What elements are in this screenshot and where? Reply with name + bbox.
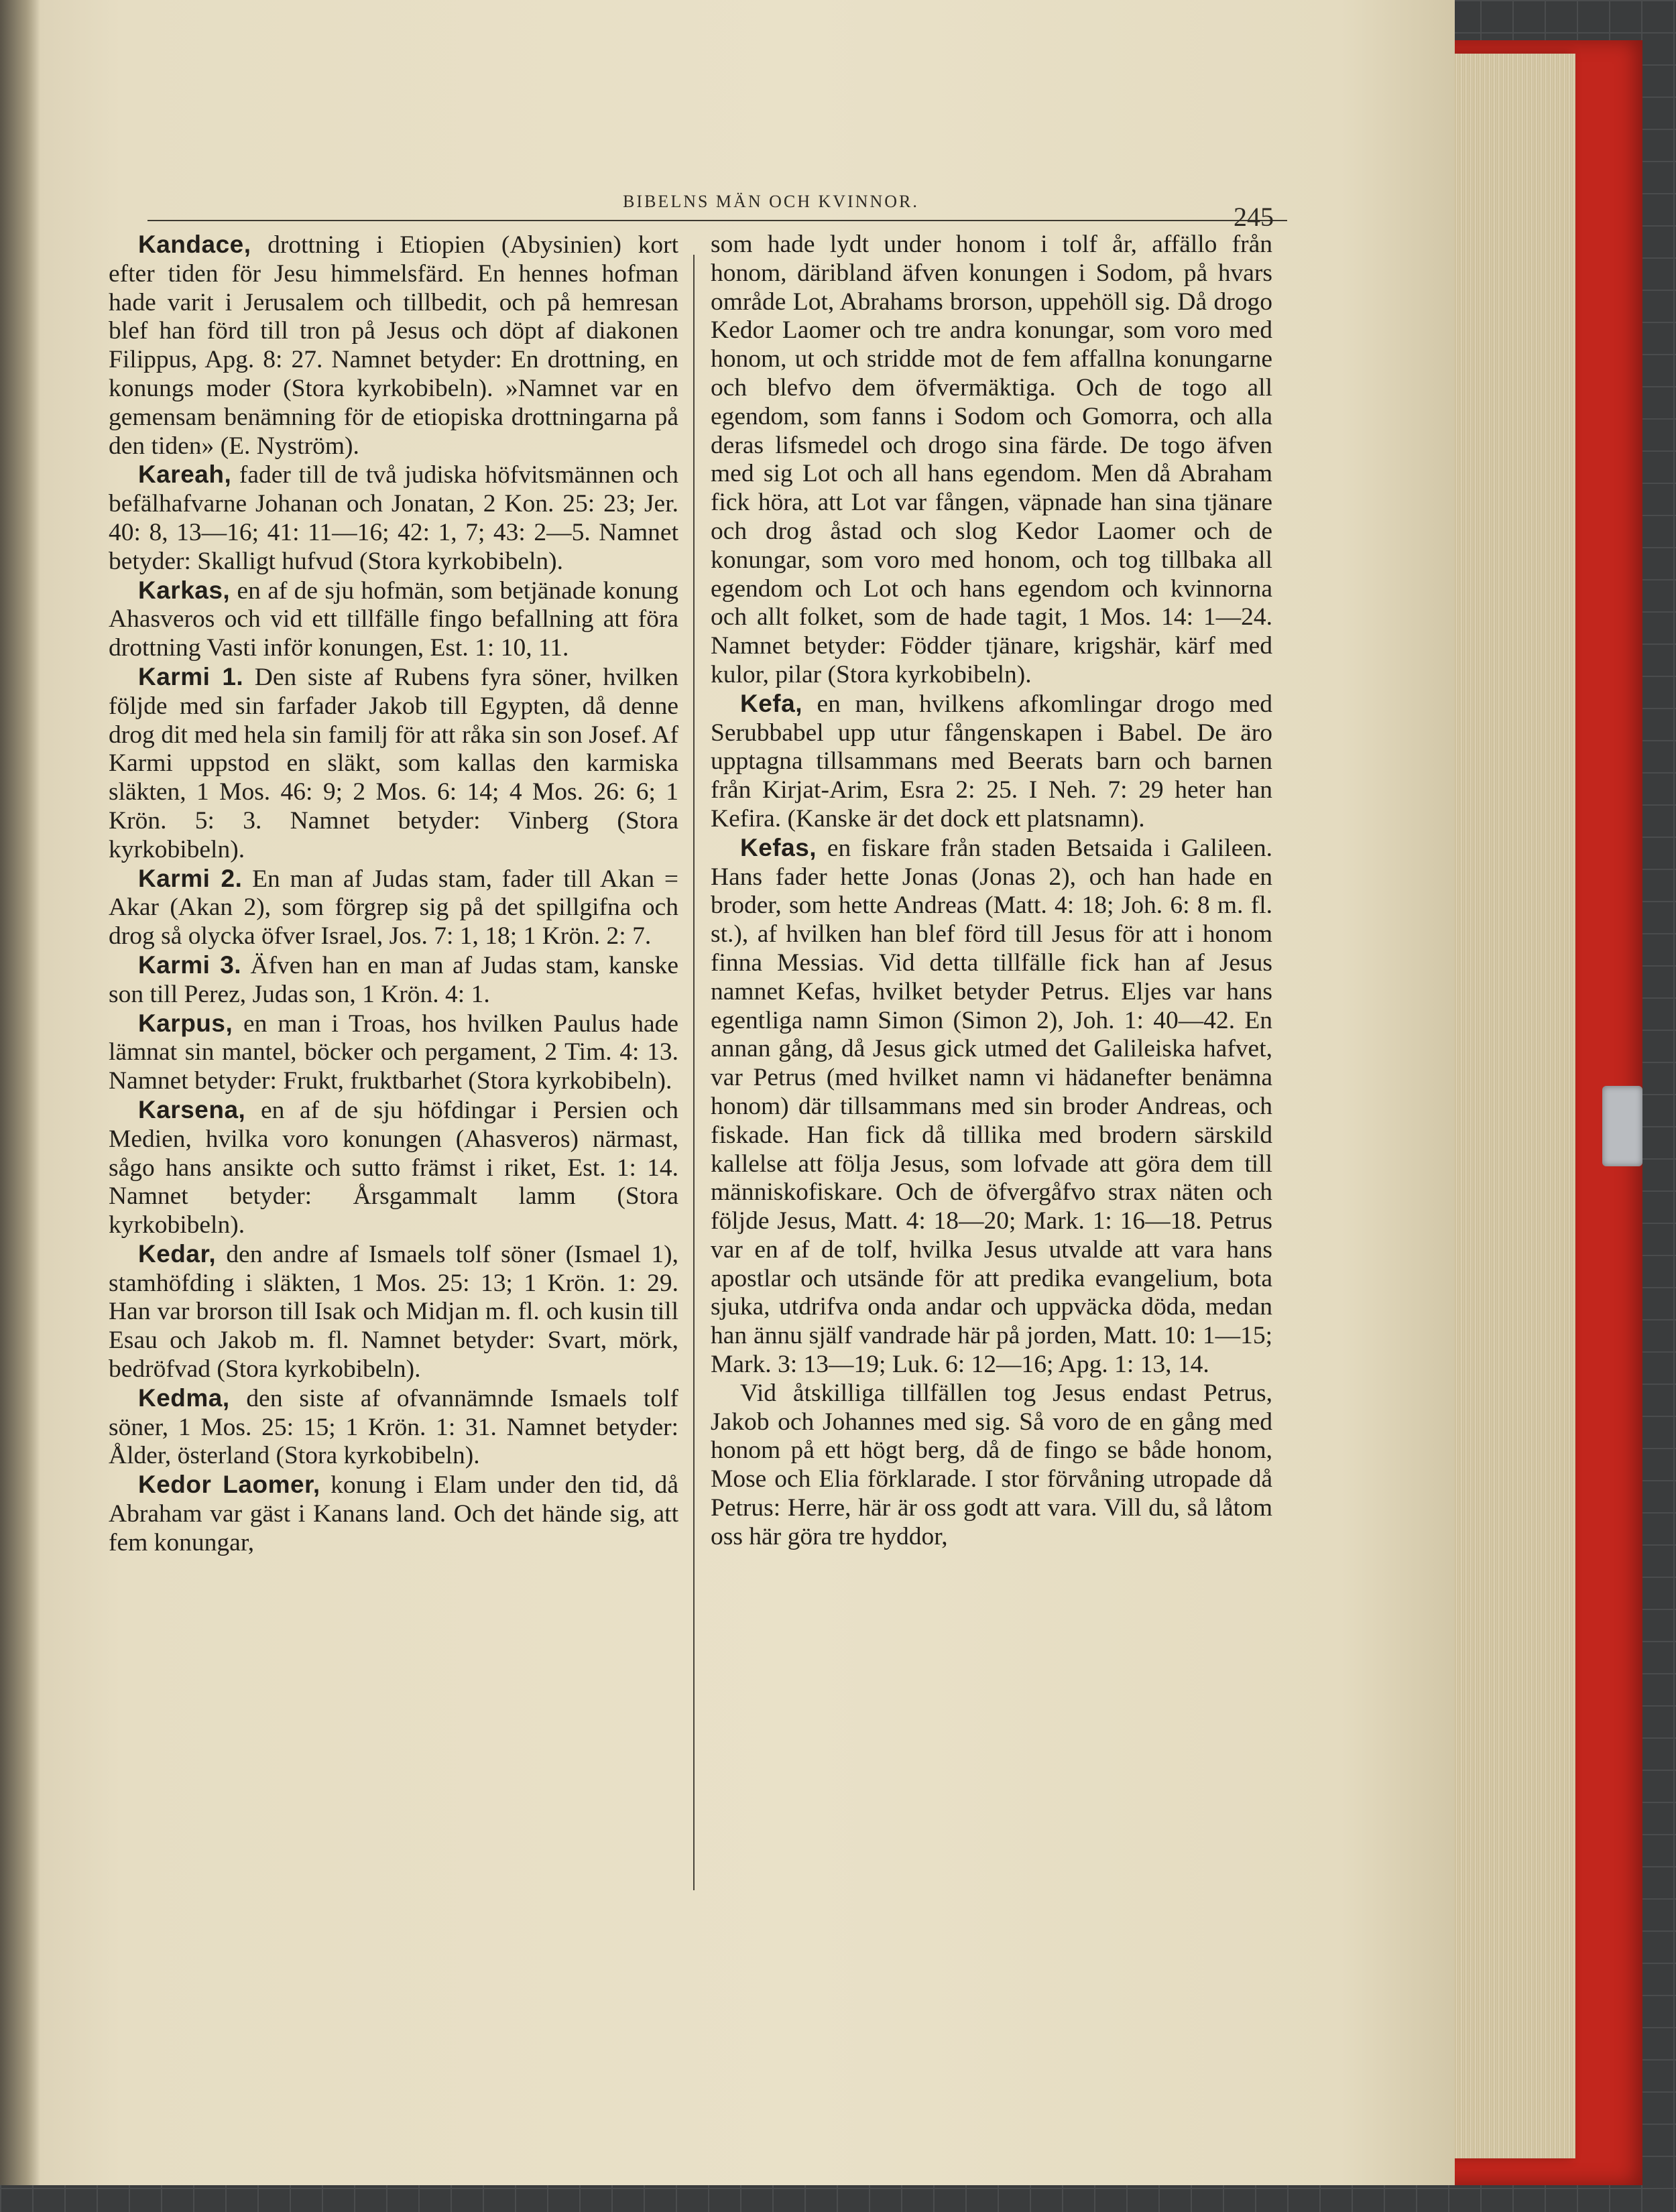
entry-term: Karkas, (138, 576, 231, 604)
entry-text: En man af Judas stam, fader till Akan = Akar (Akan 2), som förgrep sig på det spillgifna och drog så olycka öfver Israel, Jos. 7: 1, 18; 1 Krön. 2: 7. (109, 865, 678, 950)
entry-term: Kefas, (740, 833, 817, 861)
dictionary-entry (109, 865, 678, 951)
entry-term: Kedar, (138, 1239, 217, 1268)
entry-text: den andre af Ismaels tolf söner (Ismael 1), stamhöfding i släkten, 1 Mos. 25: 13; 1 Krön. 1: 29. Han var brorson till Isak och Midjan m. fl. och kusin till Esau och Jakob m. fl. Namnet betyder: Svart, mörk, bedröfvad (Stora kyrkobibeln). (109, 1240, 678, 1384)
page-header (147, 189, 1287, 232)
dictionary-entry (109, 1096, 678, 1240)
dictionary-entry (711, 834, 1272, 1379)
entry-text: som hade lydt under honom i tolf år, affällo från honom, däribland äfven konungen i Sodom, på hvars område Lot, Abrahams brorson, uppehöll sig. Då drogo Kedor Laomer och tre andra konungar, som voro med honom, ut och stridde mot de fem affallna konungarne och blefvo dem öfvermäktiga. Och de togo all egendom, som fanns i Sodom och Gomorra, och alla deras lifsmedel och drogo sina färde. De togo äfven med sig Lot och all hans egendom. Men då Abraham fick höra, att Lot var fången, väpnade han sina tjänare och drog åstad och slog Kedor Laomer och de konungar, som voro med honom, och tog tillbaka all egendom och Lot och hans egendom och kvinnorna och allt folket, som de hade tagit, 1 Mos. 14: 1—24. Namnet betyder: Födder tjänare, krigshär, kärf med kulor, pilar (Stora kyrkobibeln). (711, 231, 1272, 688)
entry-text: en fiskare från staden Betsaida i Galileen. Hans fader hette Jonas (Jonas 2), och han hade en broder, som hette Andreas (Matt. 4: 18; Joh. 6: 8 m. fl. st.), af hvilken han blef förd till Jesus för att i honom finna Messias. Vid detta tillfälle fick han af Jesus namnet Kefas, hvilket betyder Petrus. Eljes var hans egentliga namn Simon (Simon 2), Joh. 1: 40—42. En annan gång, då Jesus gick utmed det Galileiska hafvet, var Petrus (med hvilket namn vi hädanefter benämna honom) där tillsammans med sin broder Andreas, och fiskade. Han fick då tillika med brodern särskild kallelse att följa Jesus, som lofvade att göra dem till människofiskare. Och de öfvergåfvo strax näten och följde Jesus, Matt. 4: 18—20; Mark. 1: 16—18. Petrus var en af de tolf, hvilka Jesus utvalde att vara hans apostlar och utsände för att predika evangelium, bota sjuka, utdrifva onda andar och uppväcka döda, medan han ännu själf vandrade här på jorden, Matt. 10: 1—15; Mark. 3: 13—19; Luk. 6: 12—16; Apg. 1: 13, 14. (711, 834, 1272, 1379)
entry-term: Kandace, (138, 231, 251, 258)
entry-term: Kareah, (138, 460, 232, 489)
dictionary-entry (711, 1379, 1272, 1552)
entry-text: Vid åtskilliga tillfällen tog Jesus endast Petrus, Jakob och Johannes med sig. Så voro de en gång med honom på ett högt berg, då de fingo se både honom, Mose och Elia förklarade. I stor förvåning utropade då Petrus: Herre, här är oss godt att vara. Vill du, så låtom oss här göra tre hyddor, (711, 1379, 1272, 1550)
page-number: 245 (1234, 202, 1274, 232)
dictionary-entry (109, 951, 678, 1009)
entry-text: Den siste af Rubens fyra söner, hvilken följde med sin farfader Jakob till Egypten, då denne drog dit med hela sin familj för att råka sin son Josef. Af Karmi uppstod en släkt, som kallas den karmiska släkten, 1 Mos. 46: 9; 2 Mos. 6: 14; 4 Mos. 26: 6; 1 Krön. 5: 3. Namnet betyder: Vinberg (Stora kyrkobibeln). (109, 663, 678, 863)
dictionary-entry (109, 460, 678, 576)
entry-text: Äfven han en man af Judas stam, kanske son till Perez, Judas son, 1 Krön. 4: 1. (109, 951, 678, 1008)
entry-term: Kedor Laomer, (138, 1471, 320, 1499)
left-column (109, 231, 678, 2094)
column-rule (693, 255, 695, 1890)
entry-text: en man i Troas, hos hvilken Paulus hade lämnat sin mantel, böcker och pergament, 2 Tim. 4: 13. Namnet betyder: Frukt, fruktbarhet (Stora kyrkobibeln). (109, 1009, 678, 1095)
entry-text: en man, hvilkens afkomlingar drogo med Serubbabel upp utur fångenskapen i Babel. De äro upptagna tillsammans med Beerats barn och barnen från Kirjat-Arim, Esra 2: 25. I Neh. 7: 29 heter han Kefira. (Kanske är det dock ett platsnamn). (711, 690, 1272, 833)
entry-term: Kedma, (138, 1384, 230, 1412)
running-head: BIBELNS MÄN OCH KVINNOR. (623, 192, 919, 211)
entry-text: drottning i Etiopien (Abysinien) kort efter tiden för Jesu himmelsfärd. En hennes hofman hade varit i Jerusalem och tillbedit, och på hemresan blef han förd till tron på Jesus och döpt af diakonen Filippus, Apg. 8: 27. Namnet betyder: En drottning, en konungs moder (Stora kyrkobibeln). »Namnet var en gemensam benämning för de etiopiska drottningarna på den tiden» (E. Nyström). (109, 231, 678, 460)
dictionary-entry (711, 690, 1272, 834)
dictionary-entry (109, 576, 678, 663)
entry-text: en af de sju hofmän, som betjänade konung Ahasveros och vid ett tillfälle fingo befallning att föra drottning Vasti inför konungen, Est. 1: 10, 11. (109, 576, 678, 662)
right-column (711, 231, 1272, 2094)
dictionary-entry (109, 1240, 678, 1384)
page-edges (1435, 54, 1575, 2158)
entry-term: Karmi 1. (138, 662, 244, 690)
dictionary-entry (109, 231, 678, 460)
entry-text: konung i Elam under den tid, då Abraham var gäst i Kanans land. Och det hände sig, att fem konungar, (109, 1471, 678, 1556)
dictionary-entry (109, 663, 678, 865)
entry-term: Karmi 2. (138, 864, 243, 892)
dictionary-entry (109, 1384, 678, 1471)
entry-text: en af de sju höfdingar i Persien och Medien, hvilka voro konungen (Ahasveros) närmast, sågo hans ansikte och sutto främst i riket, Est. 1: 14. Namnet betyder: Årsgammalt lamm (Stora kyrkobibeln). (109, 1096, 678, 1239)
entry-term: Karsena, (138, 1095, 246, 1123)
entry-term: Kefa, (740, 689, 802, 717)
scanner-clip (1602, 1086, 1642, 1166)
dictionary-entry (711, 231, 1272, 690)
entry-text: den siste af ofvannämnde Ismaels tolf söner, 1 Mos. 25: 15; 1 Krön. 1: 31. Namnet betyder: Ålder, österland (Stora kyrkobibeln). (109, 1384, 678, 1470)
spine-shadow (0, 0, 40, 2185)
entry-text: fader till de två judiska höfvitsmännen och befälhafvarne Johanan och Jonatan, 2 Kon. 25: 23; Jer. 40: 8, 13—16; 41: 11—16; 42: 1, 7; 43: 2—5. Namnet betyder: Skalligt hufvud (Stora kyrkobibeln). (109, 461, 678, 575)
entry-term: Karmi 3. (138, 950, 242, 979)
entry-term: Karpus, (138, 1009, 233, 1037)
dictionary-entry (109, 1471, 678, 1557)
dictionary-entry (109, 1009, 678, 1096)
